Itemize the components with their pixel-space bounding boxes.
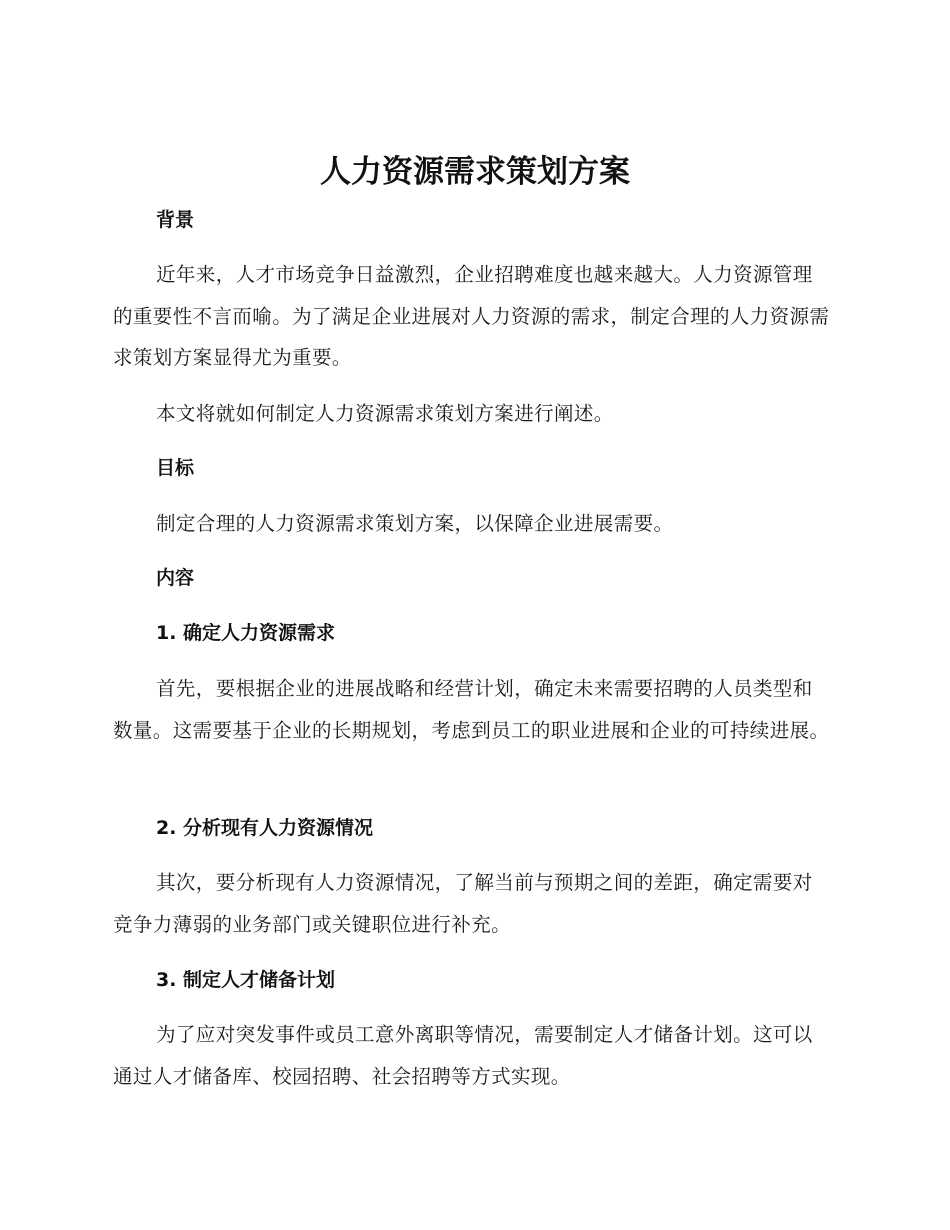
section-heading-content: 内容 <box>156 567 195 589</box>
goal-paragraph: 制定合理的人力资源需求策划方案，以保障企业进展需要。 <box>156 512 674 535</box>
content-item-1-paragraph: 首先，要根据企业的进展战略和经营计划，确定未来需要招聘的人员类型和数量。这需要基于企业的长期规划，考虑到员工的职业进展和企业的可持续进展。 <box>113 677 830 742</box>
content-item-2-paragraph: 其次，要分析现有人力资源情况，了解当前与预期之间的差距，确定需要对竞争力薄弱的业务部门或关键职位进行补充。 <box>113 871 813 936</box>
content-item-3-heading: 3. 制定人才储备计划 <box>156 969 336 991</box>
content-item-1-heading: 1. 确定人力资源需求 <box>156 622 336 644</box>
content-item-2-heading: 2. 分析现有人力资源情况 <box>156 817 374 839</box>
background-paragraph-2: 本文将就如何制定人力资源需求策划方案进行阐述。 <box>156 402 614 425</box>
section-heading-goal: 目标 <box>156 457 195 479</box>
content-item-3-paragraph: 为了应对突发事件或员工意外离职等情况，需要制定人才储备计划。这可以通过人才储备库、校园招聘、社会招聘等方式实现。 <box>113 1023 813 1088</box>
section-heading-background: 背景 <box>156 209 195 231</box>
background-paragraph-1: 近年来，人才市场竞争日益激烈，企业招聘难度也越来越大。人力资源管理的重要性不言而喻。为了满足企业进展对人力资源的需求，制定合理的人力资源需求策划方案显得尤为重要。 <box>113 263 830 369</box>
page-title: 人力资源需求策划方案 <box>320 154 630 190</box>
